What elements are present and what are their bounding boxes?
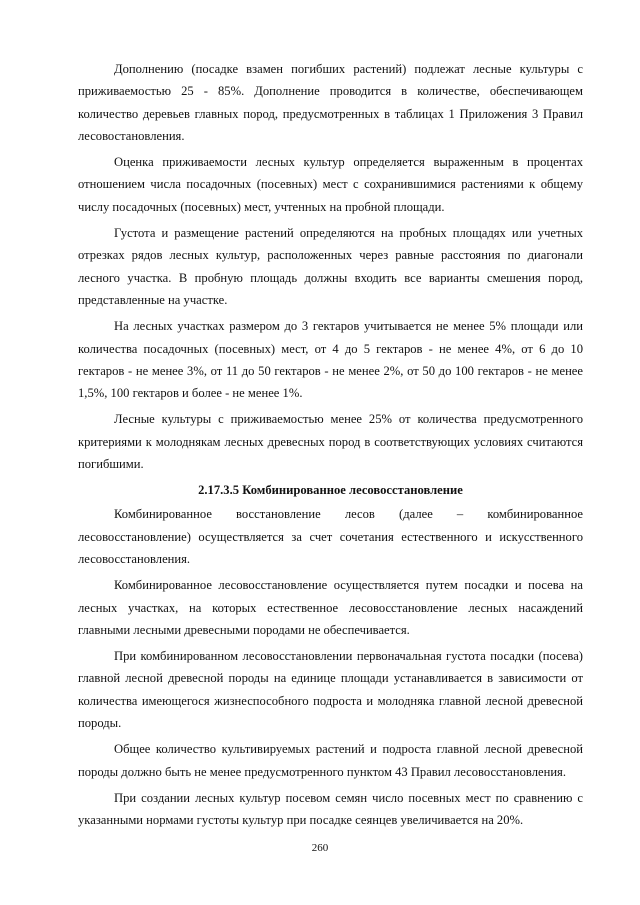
paragraph-replanting: Дополнению (посадке взамен погибших растений) подлежат лесные культуры с приживаемостью 25 - 85%. Дополнение проводится в количестве, обеспечивающем количество деревьев главных пород, предусмотренных в таблицах 1 Приложения 3 Правил лесовостановления. (78, 62, 583, 143)
paragraph-dead-cultures: Лесные культуры с приживаемостью менее 25% от количества предусмотренного критериями к молоднякам лесных древесных пород в соответствующих условиях считаются погибшими. (78, 412, 583, 472)
paragraph-initial-density: При комбинированном лесовосстановлении первоначальная густота посадки (посева) главной лесной древесной породы на единице площади устанавливается в зависимости от количества имеющегося жизнеспособного подроста и молодняка главной лесной древесной породы. (78, 649, 583, 731)
document-page (78, 58, 583, 836)
paragraph-density-placement: Густота и размещение растений определяются на пробных площадях или учетных отрезках рядов лесных культур, расположенных через равные расстояния по диагонали лесного участка. В пробную площадь должны входить все варианты смешения пород, представленные на участке. (78, 226, 583, 307)
page-number: 260 (311, 842, 329, 854)
section-heading: 2.17.3.5 Комбинированное лесовосстановление (198, 483, 463, 498)
paragraph-survival-assessment: Оценка приживаемости лесных культур определяется выраженным в процентах отношением числа посадочных (посевных) мест с сохранившимися растениями к общему числу посадочных (посевных) мест, учтенных на пробной площади. (78, 155, 583, 214)
paragraph-combined-definition: Комбинированное восстановление лесов (далее – комбинированное лесовосстановление) осуществляется за счет сочетания естественного и искусственного лесовосстановления. (78, 507, 583, 566)
paragraph-seeding-increase: При создании лесных культур посевом семян число посевных мест по сравнению с указанными нормами густоты культур при посадке сеянцев увеличивается на 20%. (78, 790, 583, 828)
paragraph-total-count: Общее количество культивируемых растений и подроста главной лесной древесной породы должно быть не менее предусмотренного пунктом 43 Правил лесовосстановления. (78, 742, 583, 779)
paragraph-sample-area: На лесных участках размером до 3 гектаров учитывается не менее 5% площади или количества посадочных (посевных) мест, от 4 до 5 гектаров - не менее 4%, от 6 до 10 гектаров - не менее 3%, от 11 до 50 гектаров - не менее 2%, от 50 до 100 гектаров - не менее 1,5%, 100 гектаров и более - не менее 1%. (78, 319, 583, 401)
paragraph-combined-method: Комбинированное лесовосстановление осуществляется путем посадки и посева на лесных участках, на которых естественное лесовосстановление лесных насаждений главными лесными древесными породами не обеспечивается. (78, 578, 583, 637)
